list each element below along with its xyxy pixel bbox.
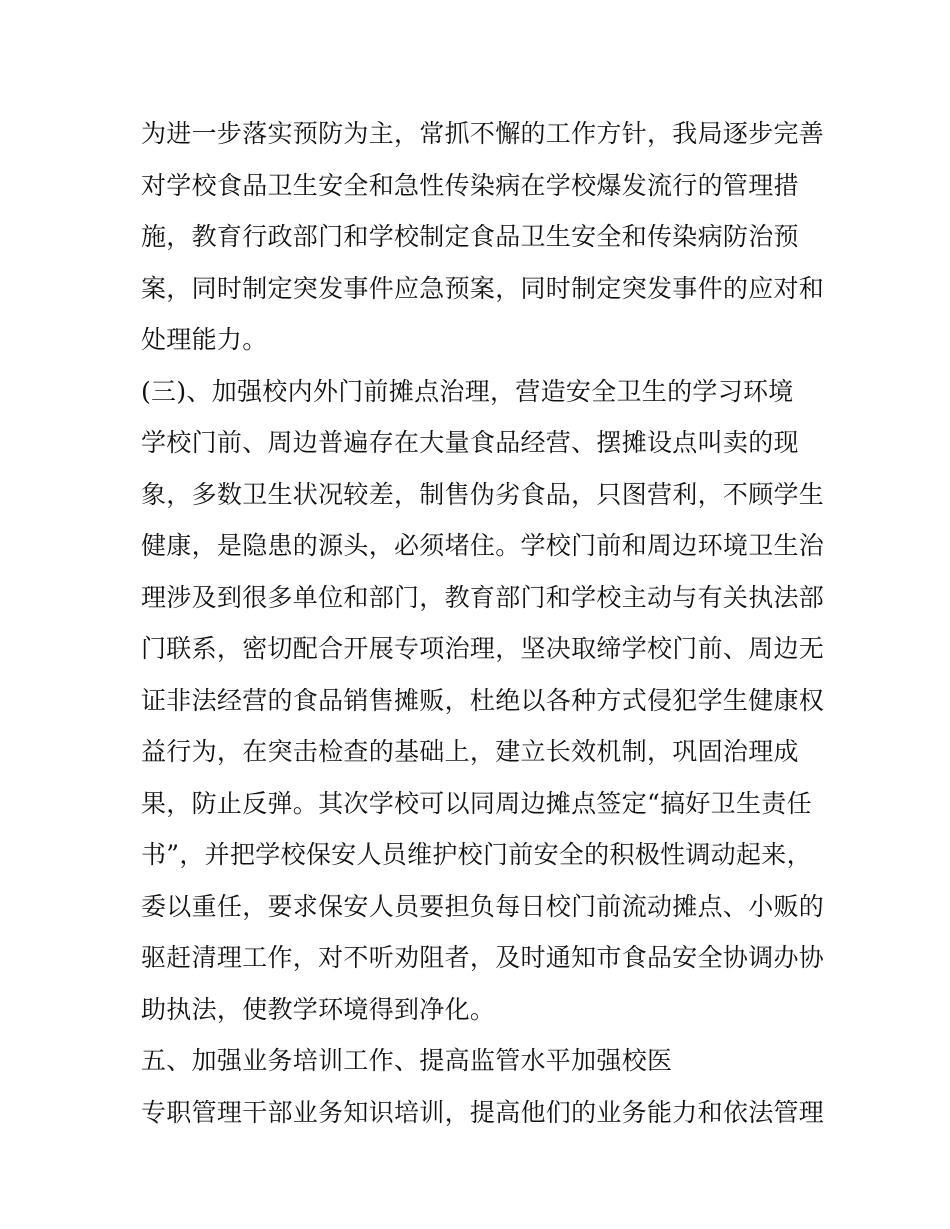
text-line: 理涉及到很多单位和部门，教育部门和学校主动与有关执法部 — [141, 582, 825, 612]
text-line: 证非法经营的食品销售摊贩，杜绝以各种方式侵犯学生健康权 — [141, 685, 825, 715]
text-line: 门联系，密切配合开展专项治理，坚决取缔学校门前、周边无 — [141, 634, 825, 663]
text-line: 案，同时制定突发事件应急预案，同时制定突发事件的应对和 — [141, 273, 825, 303]
text-line: 象，多数卫生状况较差，制售伪劣食品，只图营利，不顾学生 — [141, 479, 825, 509]
text-line: 学校门前、周边普遍存在大量食品经营、摆摊设点叫卖的现 — [141, 428, 799, 457]
text-line: 专职管理干部业务知识培训，提高他们的业务能力和依法管理 — [141, 1097, 825, 1127]
text-line: 委以重任，要求保安人员要担负每日校门前流动摊点、小贩的 — [141, 891, 825, 921]
section-heading: 五、加强业务培训工作、提高监管水平加强校医 — [141, 1046, 673, 1075]
text-line: 益行为，在突击检查的基础上，建立长效机制，巩固治理成 — [141, 737, 799, 766]
text-line: 健康，是隐患的源头，必须堵住。学校门前和周边环境卫生治 — [141, 531, 825, 560]
text-line: 施，教育行政部门和学校制定食品卫生安全和传染病防治预 — [141, 222, 799, 251]
text-line: 对学校食品卫生安全和急性传染病在学校爆发流行的管理措 — [141, 170, 799, 200]
section-heading: (三)、加强校内外门前摊点治理，营造安全卫生的学习环境 — [141, 376, 794, 406]
text-line: 处理能力。 — [141, 325, 268, 354]
text-line: 助执法，使教学环境得到净化。 — [141, 994, 496, 1024]
text-line: 书”，并把学校保安人员维护校门前安全的积极性调动起来， — [141, 840, 812, 869]
text-line: 果，防止反弹。其次学校可以同周边摊点签定“搞好卫生责任 — [141, 788, 812, 818]
document-body — [141, 108, 825, 1138]
text-line: 为进一步落实预防为主，常抓不懈的工作方针，我局逐步完善 — [141, 119, 825, 148]
text-line: 驱赶清理工作，对不听劝阻者，及时通知市食品安全协调办协 — [141, 943, 825, 972]
